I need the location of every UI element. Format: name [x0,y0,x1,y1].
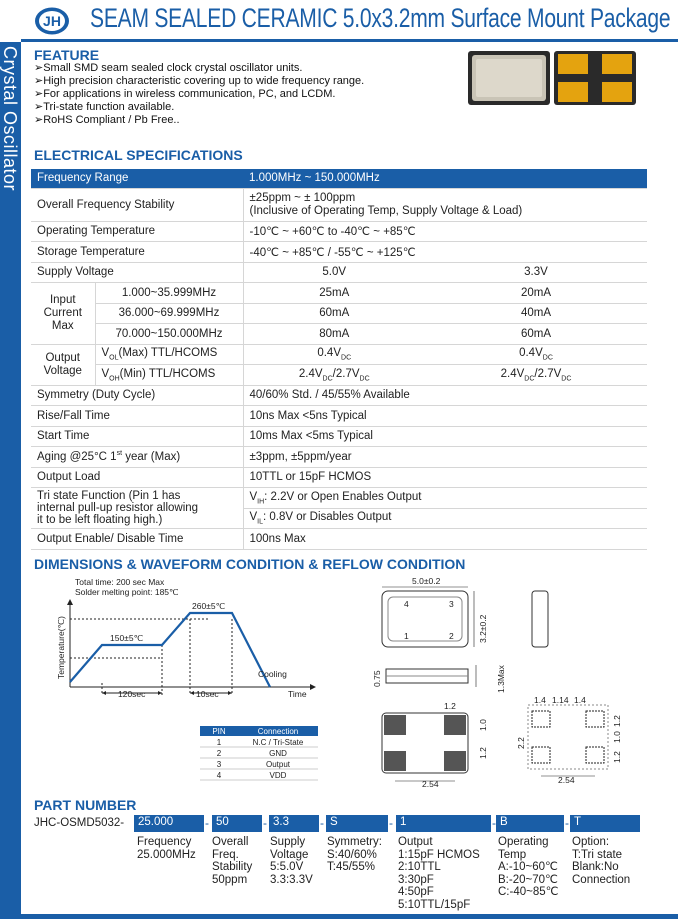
feature-item: ➢High precision characteristic covering up to wide frequency range. [34,75,365,87]
spec-value: 100ns Max [243,529,647,550]
svg-text:1.0: 1.0 [612,731,622,743]
spec-value: 60mA [425,324,647,345]
spec-label: Output Enable/ Disable Time [31,529,243,550]
spec-label: Start Time [31,426,243,447]
spec-value: 60mA [243,303,425,324]
pn-dash: - [492,816,496,830]
spec-label: 1.000~35.999MHz [95,283,243,304]
svg-text:Output: Output [265,760,291,769]
spec-value: $V_{IL}$: 0.8V or Disables Output [243,508,647,529]
spec-label: Rise/Fall Time [31,406,243,427]
spec-value: -40℃ ~ +85℃ / -55℃ ~ +125℃ [243,242,647,263]
cooling-label: Cooling [258,669,287,679]
pn-field-option: T [570,815,640,832]
svg-text:3: 3 [216,760,222,769]
spec-value: 40mA [425,303,647,324]
pn-dash: - [389,816,393,830]
x-axis-label: Time [288,689,307,699]
table-row [31,467,647,488]
table-row [31,283,647,304]
top-height-label: 3.2±0.2 [478,614,488,643]
side-thickness-label: 0.75 [372,670,382,687]
pn-field-frequency: 25.000 [134,815,204,832]
table-row [31,447,647,468]
total-time-note: Total time: 200 sec Max [75,577,165,587]
svg-text:2: 2 [216,749,222,758]
svg-text:1.2: 1.2 [612,715,622,727]
title-divider [21,39,678,42]
pn-desc-option: Option: T:Tri state Blank:No Connection [572,836,631,886]
svg-text:2.54: 2.54 [558,775,575,785]
svg-text:4: 4 [404,599,409,609]
feature-item: ➢Small SMD seam sealed clock crystal oscillator units. [34,62,303,74]
feature-item: ➢Tri-state function available. [34,101,175,113]
group-label: Output Voltage [31,344,95,385]
pin-table [200,726,318,780]
pn-field-symmetry: S [326,815,388,832]
pn-dash: - [565,816,569,830]
spec-label: Storage Temperature [31,242,243,263]
svg-text:3: 3 [449,599,454,609]
spec-label: 36.000~69.999MHz [95,303,243,324]
table-row [31,385,647,406]
pn-field-voltage: 3.3 [269,815,319,832]
table-row [31,426,647,447]
table-row [31,324,647,345]
svg-text:1: 1 [216,738,222,747]
spec-label: Operating Temperature [31,221,243,242]
y-axis-label: Temperature(℃) [56,616,66,679]
spec-value: ±3ppm, ±5ppm/year [243,447,647,468]
electrical-heading: ELECTRICAL SPECIFICATIONS [34,147,243,163]
page-title: SEAM SEALED CERAMIC 5.0x3.2mm Surface Mount Package [90,3,671,33]
svg-text:1.2: 1.2 [478,747,488,759]
logo-text: JH [43,13,61,29]
spec-value: 40/60% Std. / 45/55% Available [243,385,647,406]
table-row [31,303,647,324]
svg-text:VDD: VDD [269,771,287,780]
spec-label: Supply Voltage [31,262,243,283]
dimensions-diagrams [30,573,650,793]
svg-text:1.2: 1.2 [612,751,622,763]
land-pattern-drawing [516,695,622,785]
svg-text:2: 2 [449,631,454,641]
spec-value: 1.000MHz ~ 150.000MHz [243,169,647,188]
svg-text:PIN: PIN [212,727,226,736]
spec-value: $V_{IH}$: 2.2V or Open Enables Output [243,488,647,509]
table-row [31,406,647,427]
pn-desc-voltage: Supply Voltage 5:5.0V 3.3:3.3V [270,836,313,886]
table-row [31,529,647,550]
spec-table [31,169,647,550]
spec-label: Output Load [31,467,243,488]
feature-list [34,62,364,127]
pn-desc-temp: Operating Temp A:-10~60℃ B:-20~70℃ C:-40~85℃ [498,836,559,899]
svg-text:1.0: 1.0 [478,719,488,731]
spec-value: 10TTL or 15pF HCMOS [243,467,647,488]
table-row [31,169,647,188]
spec-value: $2.4V_{DC}/2.7V_{DC}$ [425,365,647,386]
spec-label: Aging @25°C 1st year (Max) [31,447,243,468]
pn-field-output: 1 [396,815,491,832]
pn-desc-stability: Overall Freq. Stability 50ppm [212,836,253,886]
spec-value: 3.3V [425,262,647,283]
spec-value: 10ns Max <5ns Typical [243,406,647,427]
table-row [31,262,647,283]
bottom-view-drawing [382,701,488,789]
spec-label: Symmetry (Duty Cycle) [31,385,243,406]
svg-text:4: 4 [216,771,222,780]
spec-label: 70.000~150.000MHz [95,324,243,345]
spec-value: 5.0V [243,262,425,283]
peak-duration: 10sec [196,689,219,699]
top-width-label: 5.0±0.2 [412,576,441,586]
pn-desc-output: Output 1:15pF HCMOS 2:10TTL 3:30pF 4:50pF 5:10TTL/15pF [398,836,480,911]
spec-label: Overall Frequency Stability [31,188,243,221]
bottom-divider [21,914,678,919]
pn-field-stability: 50 [212,815,262,832]
top-view-drawing [382,576,488,647]
spec-value: 25mA [243,283,425,304]
table-row [31,488,647,509]
spec-label: $V_{OL}(Max)$ TTL/HCOMS [95,344,243,365]
spec-value: $0.4V_{DC}$ [243,344,425,365]
svg-text:1.2: 1.2 [444,701,456,711]
peak-temp-label: 260±5℃ [192,601,226,611]
spec-value: 10ms Max <5ms Typical [243,426,647,447]
sidebar-label: Crystal Oscillator [0,46,20,192]
table-row [31,344,647,365]
svg-text:GND: GND [269,749,287,758]
group-label: Input Current Max [31,283,95,345]
svg-text:Connection: Connection [257,727,299,736]
svg-text:1.14: 1.14 [552,695,569,705]
preheat-duration: 120sec [118,689,146,699]
melting-point-note: Solder melting point: 185℃ [75,587,179,597]
svg-text:2.2: 2.2 [516,737,526,749]
spec-label: Frequency Range [31,169,243,188]
spec-value: ±25ppm ~ ± 100ppm (Inclusive of Operating Temp, Supply Voltage & Load) [243,188,647,221]
table-row [31,188,647,221]
pn-dash: - [263,816,267,830]
feature-heading: FEATURE [34,47,100,63]
svg-text:1.4: 1.4 [574,695,586,705]
spec-label: $V_{OH}(Min)$ TTL/HCOMS [95,365,243,386]
pn-dash: - [320,816,324,830]
spec-value: 20mA [425,283,647,304]
svg-text:2.54: 2.54 [422,779,439,789]
table-row [31,221,647,242]
part-number-prefix: JHC-OSMD5032- [34,817,125,829]
pn-dash: - [205,816,209,830]
pn-field-temp: B [496,815,564,832]
svg-text:N.C / Tri-State: N.C / Tri-State [252,738,304,747]
pn-desc-symmetry: Symmetry: S:40/60% T:45/55% [327,836,382,874]
company-logo [34,6,70,36]
reflow-profile-chart [56,577,316,699]
dimensions-heading: DIMENSIONS & WAVEFORM CONDITION & REFLOW CONDITION [34,556,466,572]
table-row [31,242,647,263]
spec-value: 80mA [243,324,425,345]
feature-item: ➢RoHS Compliant / Pb Free.. [34,114,180,126]
svg-text:1.4: 1.4 [534,695,546,705]
spec-value: -10℃ ~ +60℃ to -40℃ ~ +85℃ [243,221,647,242]
side-height-label: 1.3Max [496,665,506,693]
table-row [31,365,647,386]
feature-item: ➢For applications in wireless communication, PC, and LCDM. [34,88,336,100]
spec-label: Tri state Function (Pin 1 has internal pull-up resistor allowing it to be left floating high.) [31,488,243,529]
preheat-temp-label: 150±5℃ [110,633,144,643]
part-number-heading: PART NUMBER [34,797,137,813]
product-photo [466,51,638,105]
spec-value: $0.4V_{DC}$ [425,344,647,365]
spec-value: $2.4V_{DC}/2.7V_{DC}$ [243,365,425,386]
pn-desc-frequency: Frequency 25.000MHz [137,836,196,861]
svg-text:1: 1 [404,631,409,641]
